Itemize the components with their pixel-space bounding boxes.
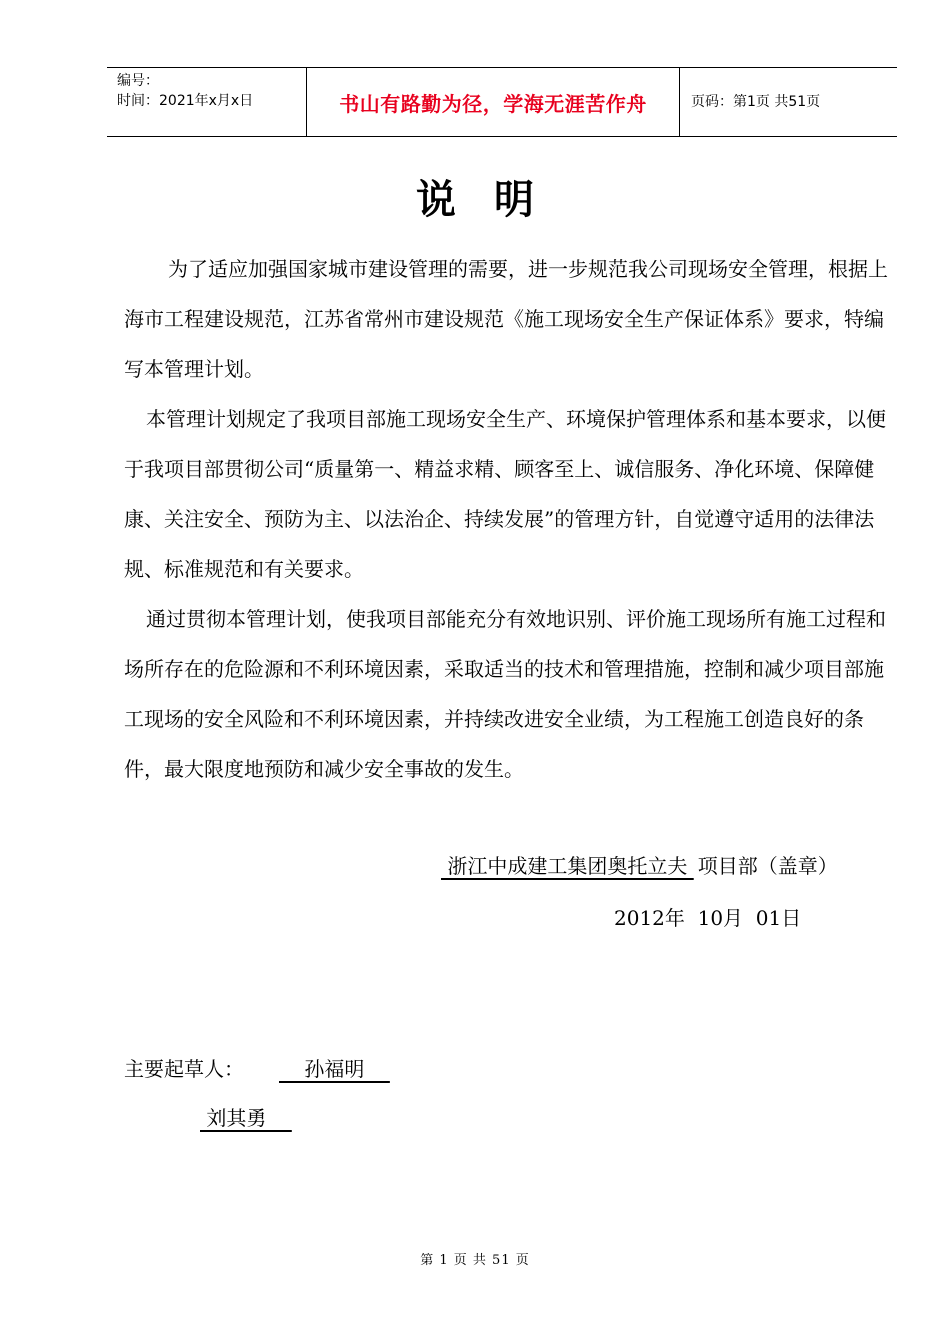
document-header — [107, 67, 897, 137]
company-name: 浙江中成建工集团奥托立夫 — [441, 854, 694, 878]
page-title: 说明 — [416, 177, 572, 223]
drafter-name-2: 刘其勇 — [200, 1106, 292, 1130]
number-label: 编号： — [117, 73, 159, 89]
header-meta-cell — [107, 68, 307, 136]
time-label: 时间：2021年x月x日 — [117, 93, 254, 109]
paragraph-1: 为了适应加强国家城市建设管理的需要，进一步规范我公司现场安全管理，根据上海市工程建设规范，江苏省常州市建设规范《施工现场安全生产保证体系》要求，特编写本管理计划。 — [124, 257, 888, 381]
paragraph-3: 通过贯彻本管理计划，使我项目部能充分有效地识别、评价施工现场所有施工过程和场所存在的危险源和不利环境因素，采取适当的技术和管理措施，控制和减少项目部施工现场的安全风险和不利环境因素，并持续改进安全业绩，为工程施工创造良好的条件，最大限度地预防和减少安全事故的发生。 — [124, 607, 886, 781]
department-seal: 项目部（盖章） — [697, 854, 838, 878]
drafters-label: 主要起草人： — [124, 1057, 244, 1081]
header-page-cell — [680, 68, 897, 136]
signature-date: 2012年 10月 01日 — [614, 906, 802, 930]
signature-line — [441, 850, 838, 879]
paragraph-2: 本管理计划规定了我项目部施工现场安全生产、环境保护管理体系和基本要求，以便于我项目部贯彻公司“质量第一、精益求精、顾客至上、诚信服务、净化环境、保障健康、关注安全、预防为主、以法治企、持续发展”的管理方针，自觉遵守适用的法律法规、标准规范和有关要求。 — [124, 407, 886, 581]
motto: 书山有路勤为径，学海无涯苦作舟 — [339, 91, 647, 116]
page-info: 页码：第1页 共51页 — [691, 94, 821, 110]
drafter-name-1: 孙福明 — [279, 1057, 390, 1081]
header-motto-cell — [307, 68, 680, 136]
page-footer: 第 1 页 共 51 页 — [420, 1253, 530, 1268]
